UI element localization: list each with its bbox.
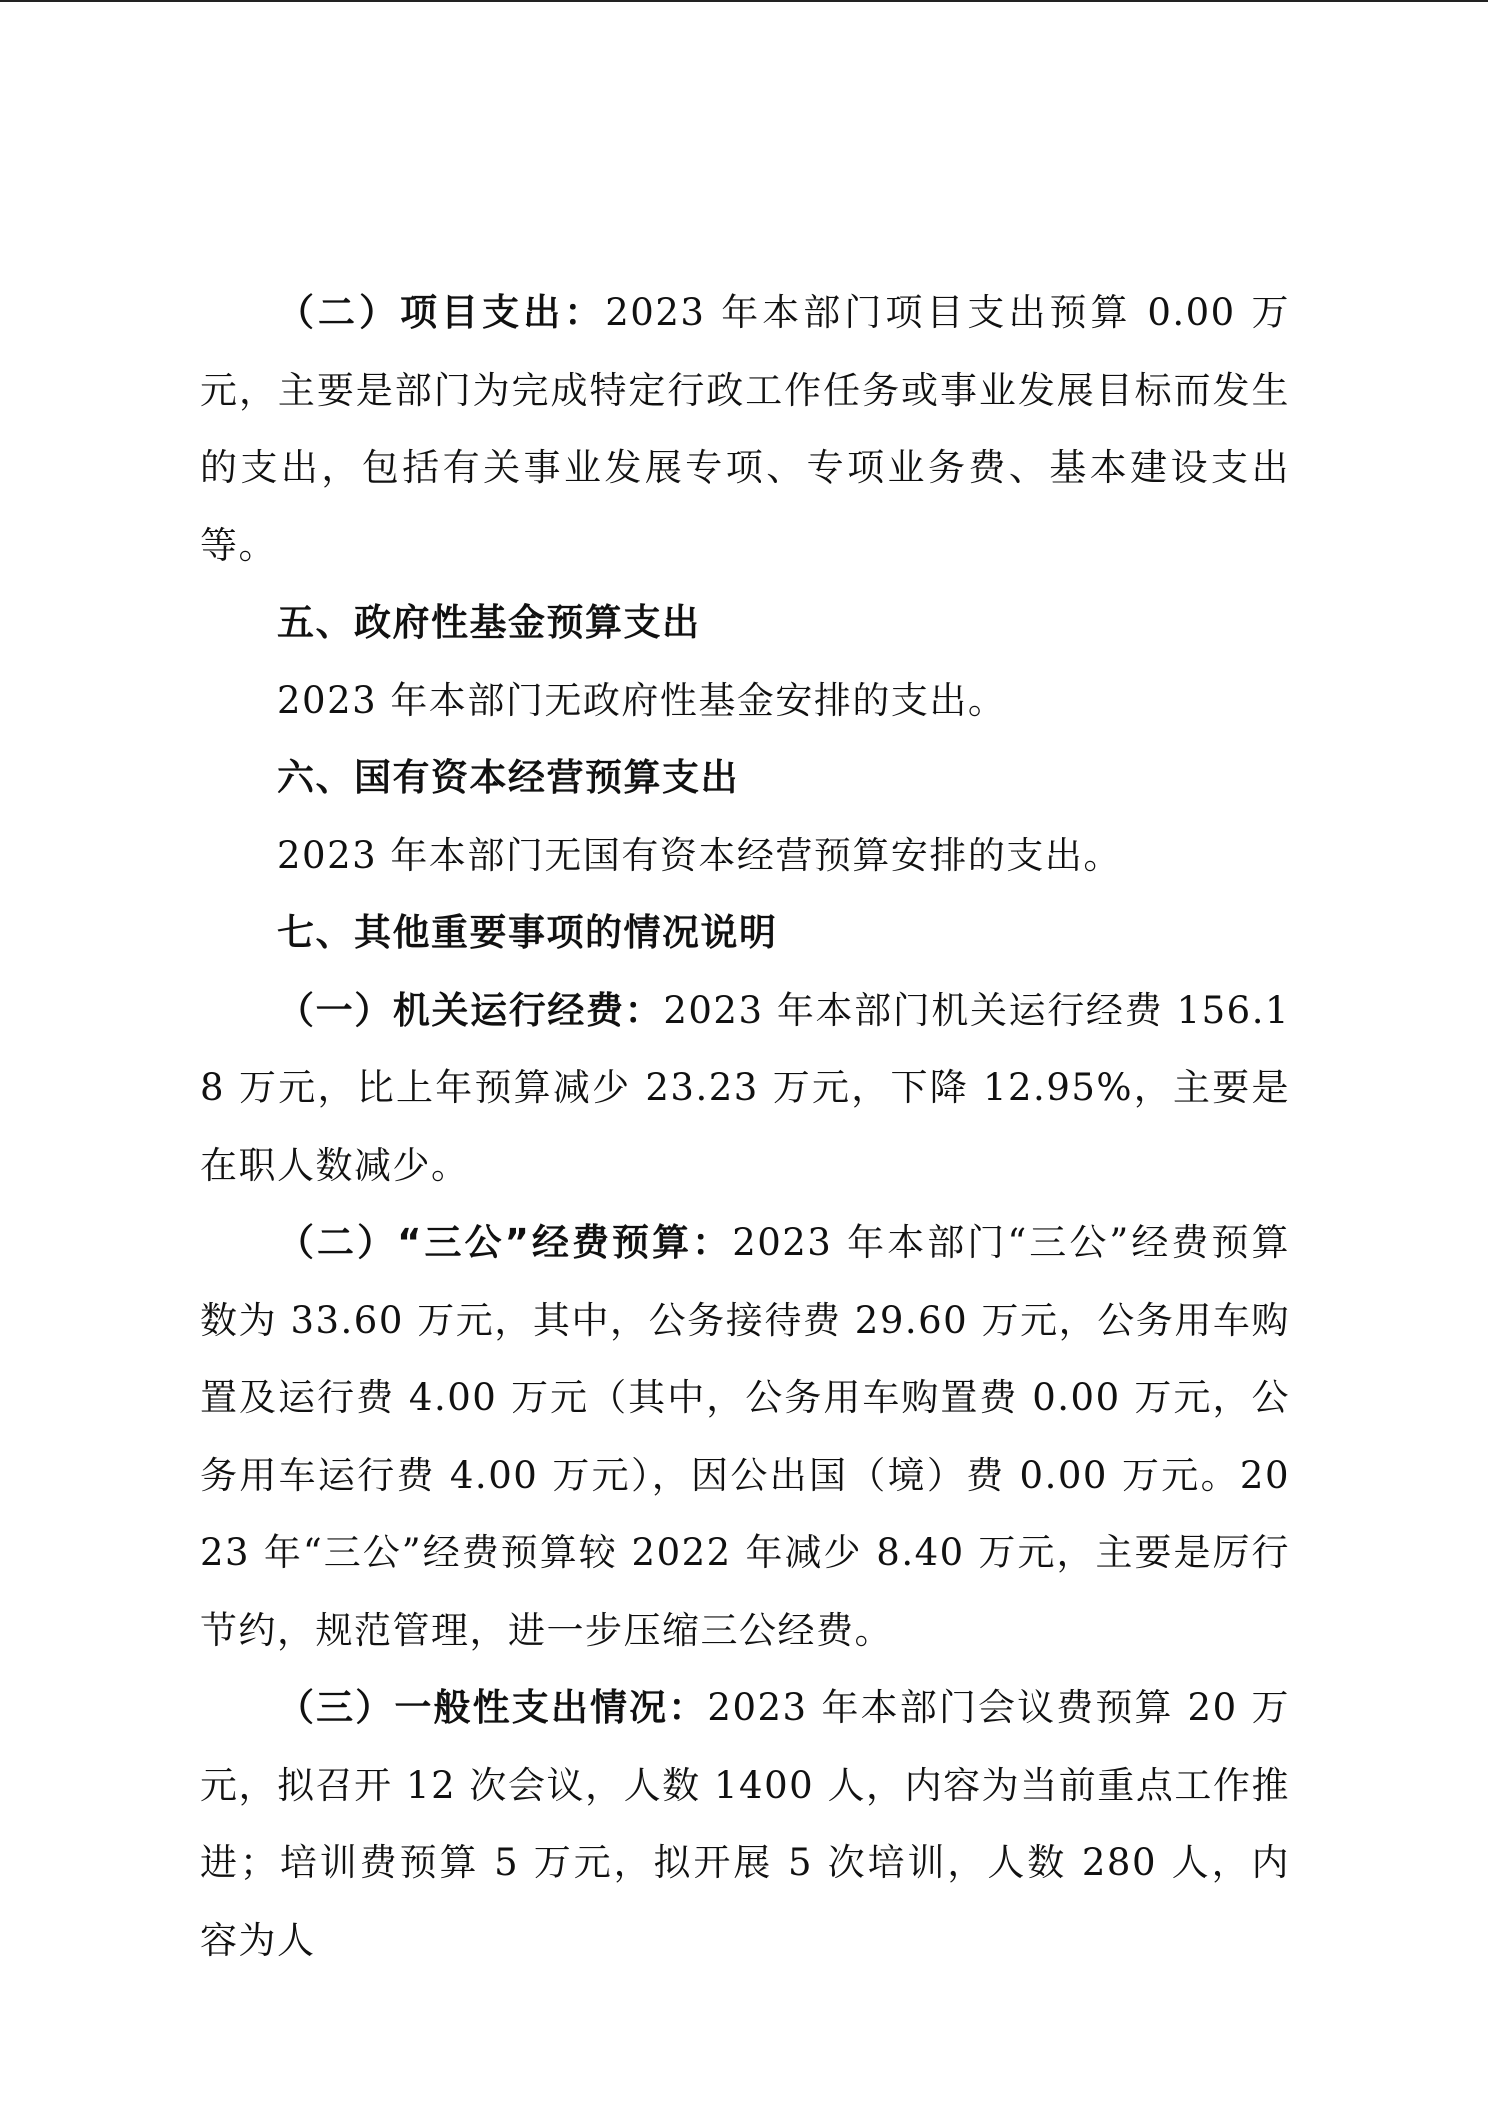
paragraph-lead: （二）“三公”经费预算： (277, 1221, 733, 1264)
paragraph-text: 2023 年本部门无国有资本经营预算安排的支出。 (277, 833, 1122, 877)
paragraph-text: 2023 年本部门项目支出预算 0.00 万元，主要是部门为完成特定行政工作任务或事业发展目标而发生的支出，包括有关事业发展专项、专项业务费、基本建设支出等。 (200, 291, 1291, 567)
section-heading-other-matters: 七、其他重要事项的情况说明 (277, 911, 778, 954)
paragraph-text: 2023 年本部门“三公”经费预算数为 33.60 万元，其中，公务接待费 29.60 万元，公务用车购置及运行费 4.00 万元（其中，公务用车购置费 0.00 万元，公务用车运行费 4.00 万元），因公出国（境）费 0.00 万元。2023 年“三公”经费预算较 2022 年减少 8.40 万元，主要是厉行节约，规范管理，进一步压缩三公经费。 (200, 1221, 1290, 1652)
paragraph-operating-expenses (200, 972, 1290, 1205)
paragraph-project-expenditure (200, 274, 1290, 584)
paragraph-text: 2023 年本部门无政府性基金安排的支出。 (277, 678, 1007, 722)
section-heading-government-fund: 五、政府性基金预算支出 (277, 601, 701, 644)
paragraph-government-fund (200, 662, 1290, 740)
paragraph-text: 2023 年本部门机关运行经费 156.18 万元，比上年预算减少 23.23 万元，下降 12.95%，主要是在职人数减少。 (200, 988, 1291, 1187)
paragraph-lead: （二）项目支出： (277, 291, 606, 334)
paragraph-lead: （一）机关运行经费： (277, 988, 664, 1032)
paragraph-three-public-expenses (200, 1204, 1290, 1669)
section-heading-state-capital: 六、国有资本经营预算支出 (277, 756, 739, 799)
paragraph-lead: （三）一般性支出情况： (277, 1686, 708, 1729)
page-top-border (0, 0, 1488, 2)
paragraph-text: 2023 年本部门会议费预算 20 万元，拟召开 12 次会议，人数 1400 人，内容为当前重点工作推进；培训费预算 5 万元，拟开展 5 次培训，人数 280 人，内容为人 (200, 1686, 1290, 1962)
paragraph-general-expenditure (200, 1669, 1290, 1979)
document-page (200, 274, 1290, 1979)
paragraph-state-capital (200, 817, 1290, 895)
